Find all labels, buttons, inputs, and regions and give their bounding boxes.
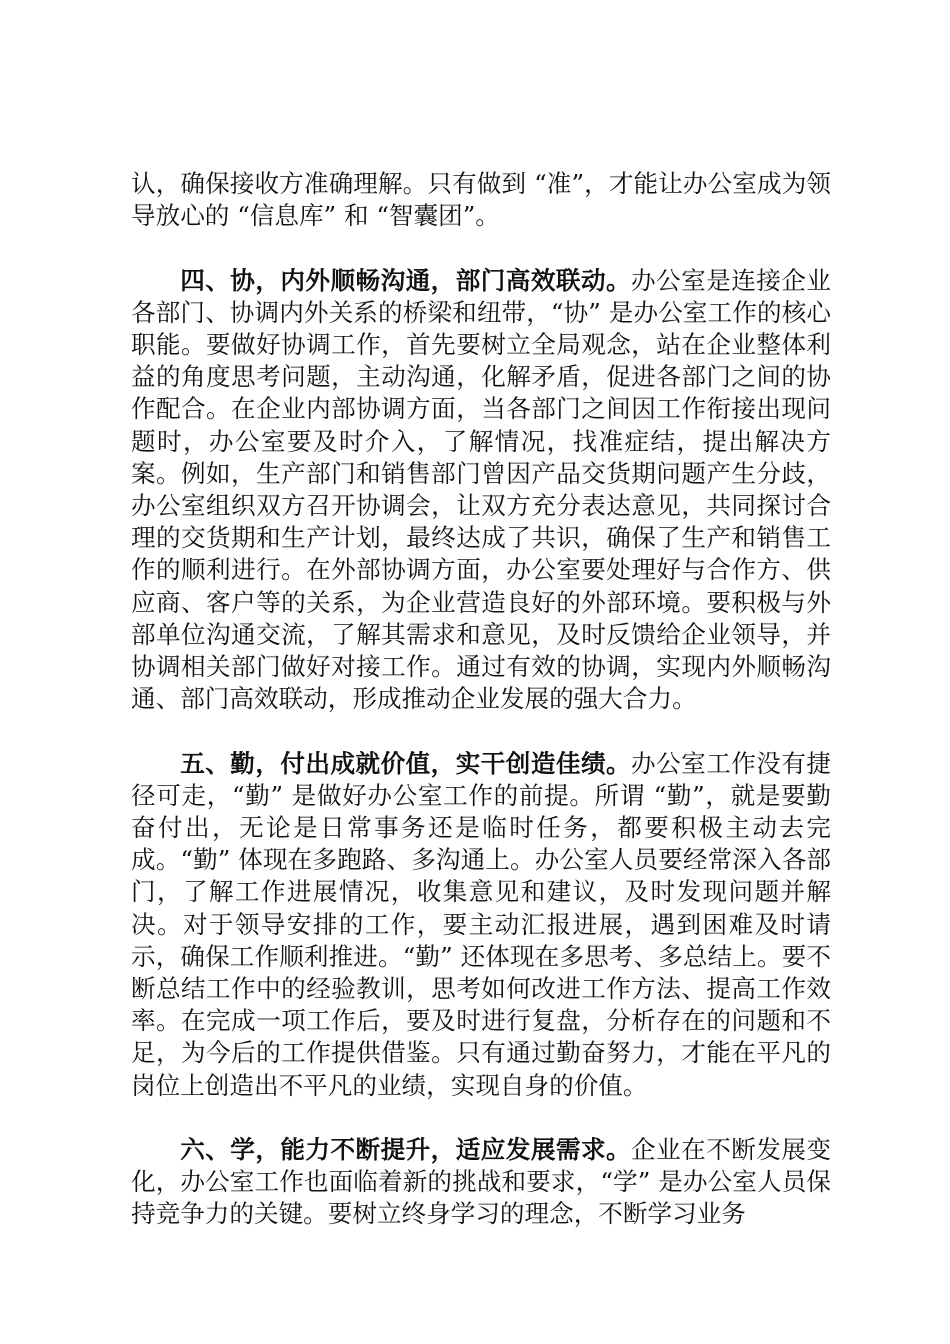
paragraph-continuation bbox=[131, 168, 831, 232]
paragraph-body: 认，确保接收方准确理解。只有做到 “准”，才能让办公室成为领导放心的 “信息库” 和 “智囊团”。 bbox=[131, 169, 831, 231]
paragraph-body: 企业在不断发展变化，办公室工作也面临着新的挑战和要求，“学” 是办公室人员保持竞争力的关键。要树立终身学习的理念，不断学习业务 bbox=[131, 1135, 831, 1229]
paragraph-body: 办公室工作没有捷径可走，“勤” 是做好办公室工作的前提。所谓 “勤”，就是要勤奋付出，无论是日常事务还是临时任务，都要积极主动去完成。“勤” 体现在多跑路、多沟通上。办公室人员要经常深入各部门，了解工作进展情况，收集意见和建议，及时发现问题并解决。对于领导安排的工作，要主动汇报进展，遇到困难及时请示，确保工作顺利推进。“勤” 还体现在多思考、多总结上。要不断总结工作中的经验教训，思考如何改进工作方法、提高工作效率。在完成一项工作后，要及时进行复盘，分析存在的问题和不足，为今后的工作提供借鉴。只有通过勤奋努力，才能在平凡的岗位上创造出不平凡的业绩，实现自身的价值。 bbox=[131, 748, 831, 1100]
paragraph-section-4 bbox=[131, 265, 831, 716]
paragraph-heading: 五、勤，付出成就价值，实干创造佳绩。 bbox=[180, 748, 632, 778]
paragraph-heading: 四、协，内外顺畅沟通，部门高效联动。 bbox=[180, 265, 632, 295]
paragraph-heading: 六、学，能力不断提升，适应发展需求。 bbox=[180, 1135, 632, 1165]
paragraph-section-6 bbox=[131, 1134, 831, 1231]
paragraph-body: 办公室是连接企业各部门、协调内外关系的桥梁和纽带，“协” 是办公室工作的核心职能。要做好协调工作，首先要树立全局观念，站在企业整体利益的角度思考问题，主动沟通，化解矛盾，促进各部门之间的协作配合。在企业内部协调方面，当各部门之间因工作衔接出现问题时，办公室要及时介入，了解情况，找准症结，提出解决方案。例如，生产部门和销售部门曾因产品交货期问题产生分歧，办公室组织双方召开协调会，让双方充分表达意见，共同探讨合理的交货期和生产计划，最终达成了共识，确保了生产和销售工作的顺利进行。在外部协调方面，办公室要处理好与合作方、供应商、客户等的关系，为企业营造良好的外部环境。要积极与外部单位沟通交流，了解其需求和意见，及时反馈给企业领导，并协调相关部门做好对接工作。通过有效的协调，实现内外顺畅沟通、部门高效联动，形成推动企业发展的强大合力。 bbox=[131, 265, 831, 714]
document-page bbox=[131, 168, 831, 1263]
paragraph-section-5 bbox=[131, 748, 831, 1102]
